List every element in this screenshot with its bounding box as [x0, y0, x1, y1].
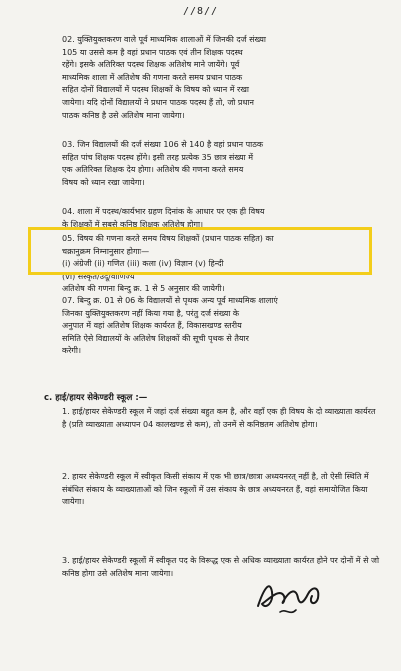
paragraph-line: 1. हाई/हायर सेकेण्डरी स्कूल में जहां दर्ज संख्या बहुत कम है, और [62, 407, 252, 416]
paragraph-line: जायेगा। यदि दोनों विद्यालयों ने प्रधान पाठक पदस्थ हैं तो, जो प्रधान [62, 97, 254, 107]
paragraph-line: माध्यमिक शाला में अतिशेष की गणना करते समय प्रधान पाठक [62, 72, 243, 82]
paragraph-line: 105 या उससे कम है वहां प्रधान पाठक एवं तीन शिक्षक पदस्थ [62, 47, 243, 57]
paragraph-line: 04. शाला में पदस्थ/कार्यभार ग्रहण दिनांक के आधार पर एक ही विषय [62, 207, 265, 216]
paragraph-line: को जिन स्कूलों में उस संकाय के छात्र अध्ययनरत हैं, वहां [153, 484, 316, 494]
paragraph-04 [62, 206, 400, 231]
paragraph-02 [62, 34, 374, 122]
paragraph-line: (i) अंग्रेजी (ii) गणित (iii) कला (iv) विज्ञान (v) हिन्दी [62, 259, 224, 269]
paragraph-line: के शिक्षकों में सबसे कनिष्ठ शिक्षक अतिशेष होगा। [62, 219, 204, 229]
paragraph-line: व्याख्याता कार्यरत होने पर दोनों में से जो कनिष्ठ होगा उसे अतिशेष [62, 556, 380, 578]
paragraph-line: अनुपात में वहां अतिशेष शिक्षक कार्यरत हैं, विकासखण्ड स्तरीय [62, 321, 242, 331]
signature-image [250, 568, 340, 622]
paragraph-line: 02. युक्तियुक्तकरण वाले पूर्व माध्यमिक शालाओं में जिनकी दर्ज संख्या [62, 35, 266, 44]
paragraph-line: वहाँ एक ही विषय के दो व्याख्याता कार्यरत है (प्रति व्याख्याता [62, 407, 376, 429]
paragraph-line: 03. जिन विद्यालयों की दर्ज संख्या 106 से 140 है वहां प्रधान पाठक [62, 140, 264, 149]
paragraph-line: अध्ययनरत् नहीं है, तो ऐसी स्थिति में संबंधित संकाय के व्याख्याताओं [62, 472, 369, 494]
paragraph-line: रहेंगे। इसके अतिरिक्त पदस्थ शिक्षक अतिशेष माने जायेंगे। पूर्व [62, 60, 240, 70]
paragraph-03 [62, 139, 400, 189]
paragraph-line: समायोजित किया जायेगा। [62, 484, 368, 507]
paragraph-line: 07. बिन्दु क्र. 01 से 06 के विद्यालयों से पृथक अन्य पूर्व माध्यमिक शालाएं [62, 296, 278, 305]
paragraph-line: सहित दोनों विद्यालयों में पदस्थ शिक्षकों के विषय को ध्यान में रखा [62, 85, 249, 95]
section-item-1 [62, 406, 382, 431]
paragraph-line: एक अतिरिक्त शिक्षक देय होगा। अतिशेष की गणना करते समय [62, 165, 244, 175]
paragraph-line: 3. हाई/हायर सेकेण्डरी स्कूलों में स्वीकृत पद के विरूद्ध एक से अधिक [62, 556, 261, 565]
paragraph-line: पाठक कनिष्ठ है उसे अतिशेष माना जायेगा। [62, 110, 185, 120]
paragraph-line: चक्रानुक्रम निम्नानुसार होगाः— [62, 246, 150, 256]
paragraph-line: अध्यापन 04 कालखण्ड से कम), तो उनमें से कनिष्ठतम अतिशेष [115, 419, 299, 429]
section-heading: c. हाई/हायर सेकेण्डरी स्कूल :— [44, 393, 148, 403]
page-number: //8// [182, 6, 219, 17]
paragraph-line: (vi) संस्कृत/उर्दू/वाणिज्य [62, 271, 135, 281]
paragraph-line: विषय को ध्यान रखा जायेगा। [62, 177, 145, 187]
paragraph-line: 05. विषय की गणना करते समय विषय शिक्षकों (प्रधान पाठक सहित) का [62, 234, 274, 243]
paragraph-line: सहित पांच शिक्षक पदस्थ होंगे। इसी तरह प्रत्येक 35 छात्र संख्या में [62, 152, 254, 162]
paragraph-line: होगा। [301, 419, 318, 429]
section-item-2 [62, 471, 382, 509]
paragraph-line: 2. हायर सेकेण्डरी स्कूल में स्वीकृत किसी संकाय में एक भी छात्र/छात्रा [62, 472, 263, 481]
paragraph-05 [62, 233, 400, 283]
paragraph-06 [62, 283, 400, 296]
paragraph-line: करेगी। [62, 346, 82, 356]
paragraph-line: जिनका युक्तियुक्तकरण नहीं किया गया है, परंतु दर्ज संख्या के [62, 308, 239, 318]
paragraph-line: समिति ऐसे विद्यालयों के अतिशेष शिक्षकों की सूची पृथक से तैयार [62, 333, 249, 343]
paragraph-07 [62, 295, 400, 358]
paragraph-line: अतिशेष की गणना बिन्दु क्र. 1 से 5 अनुसार की जायेगी। [62, 284, 225, 293]
paragraph-line: माना जायेगा। [135, 568, 174, 578]
